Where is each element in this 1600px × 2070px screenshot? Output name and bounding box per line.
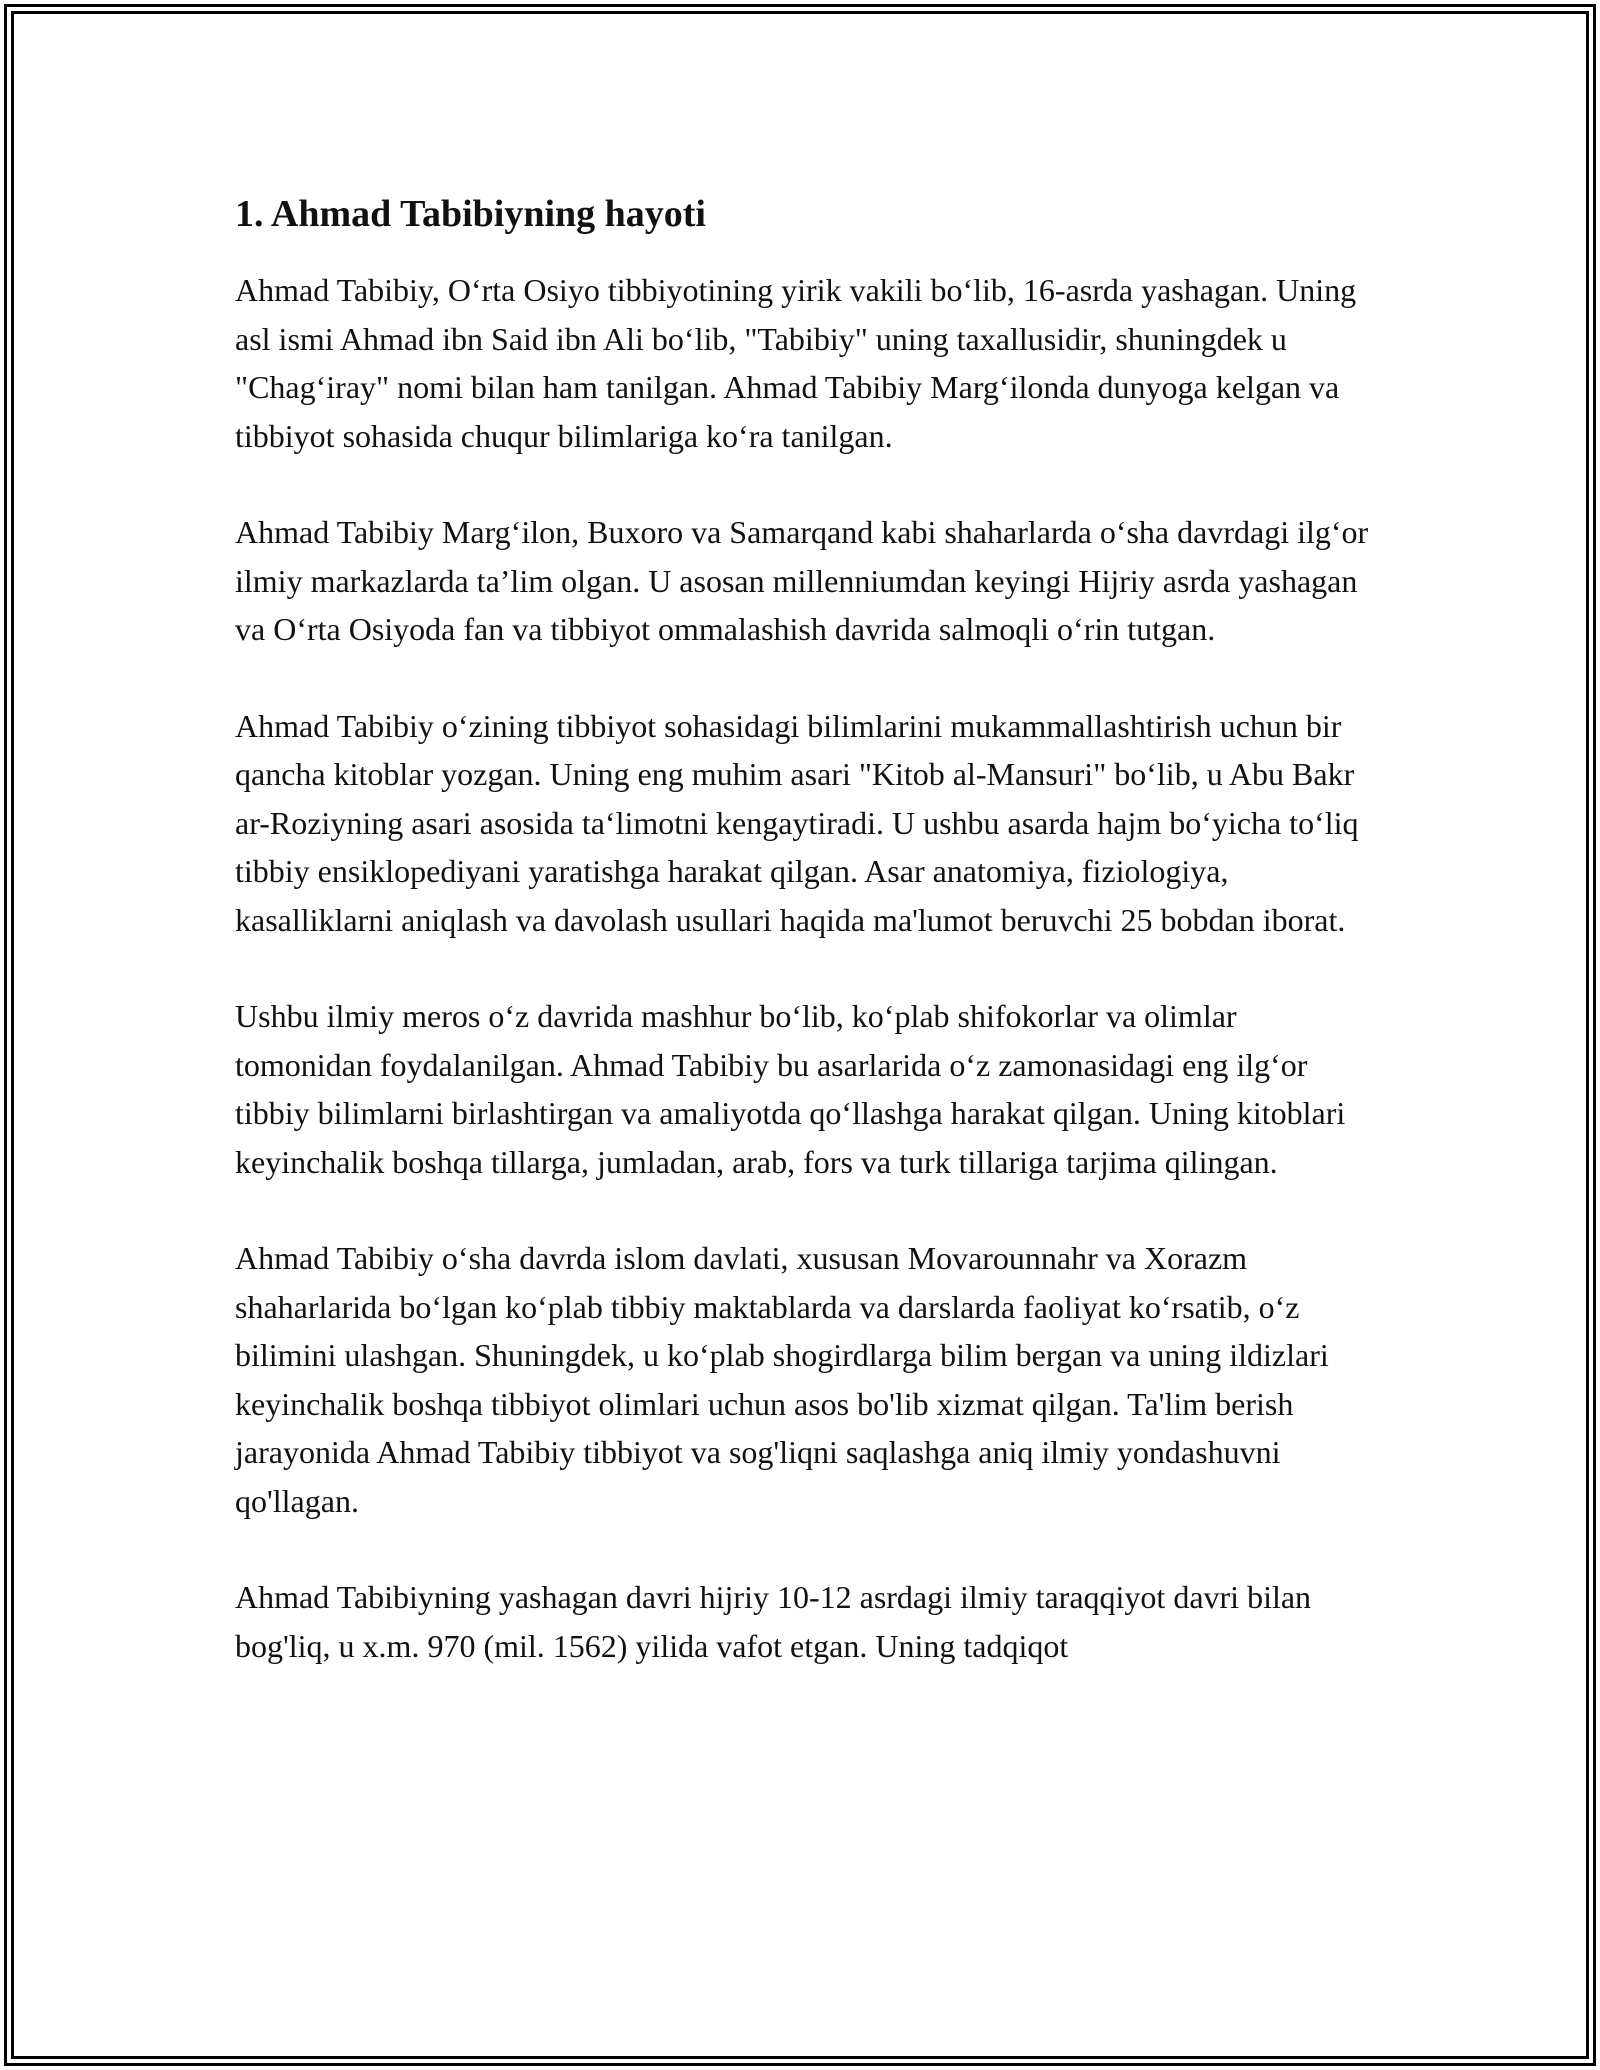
paragraph-3: Ahmad Tabibiy o‘zining tibbiyot sohasidagi bilimlarini mukammallashtirish uchun bir qancha kitoblar yozgan. Uning eng muhim asari "Kitob al-Mansuri" bo‘lib, u Abu Bakr ar-Roziyning asari asosida ta‘limotni kengaytiradi. U ushbu asarda hajm bo‘yicha to‘liq tibbiy ensiklopediyani yaratishga harakat qilgan. Asar anatomiya, fiziologiya, kasalliklarni aniqlash va davolash usullari haqida ma'lumot beruvchi 25 bobdan iborat. [235, 707, 1359, 938]
paragraph-6: Ahmad Tabibiyning yashagan davri hijriy 10-12 asrdagi ilmiy taraqqiyot davri bilan bog'liq, u x.m. 970 (mil. 1562) yilida vafot etgan. Uning tadqiqot [235, 1579, 1312, 1664]
paragraph-1: Ahmad Tabibiy, O‘rta Osiyo tibbiyotining yirik vakili bo‘lib, 16-asrda yashagan. Uning asl ismi Ahmad ibn Said ibn Ali bo‘lib, "Tabibiy" uning taxallusidir, shuningdek u "Chag‘iray" nomi bilan ham tanilgan. Ahmad Tabibiy Marg‘ilonda dunyoga kelgan va tibbiyot sohasida chuqur bilimlariga ko‘ra tanilgan. [235, 272, 1357, 454]
paragraph-4: Ushbu ilmiy meros o‘z davrida mashhur bo‘lib, ko‘plab shifokorlar va olimlar tomonidan foydalanilgan. Ahmad Tabibiy bu asarlarida o‘z zamonasidagi eng ilg‘or tibbiy bilimlarni birlashtirgan va amaliyotda qo‘llashga harakat qilgan. Uning kitoblari keyinchalik boshqa tillarga, jumladan, arab, fors va turk tillariga tarjima qilingan. [235, 998, 1346, 1180]
document-body [235, 186, 1370, 1718]
paragraph-5: Ahmad Tabibiy o‘sha davrda islom davlati, xususan Movarounnahr va Xorazm shaharlarida bo‘lgan ko‘plab tibbiy maktablarda va darslarda faoliyat ko‘rsatib, o‘z bilimini ulashgan. Shuningdek, u ko‘plab shogirdlarga bilim bergan va uning ildizlari keyinchalik boshqa tibbiyot olimlari uchun asos bo'lib xizmat qilgan. Ta'lim berish jarayonida Ahmad Tabibiy tibbiyot va sog'liqni saqlashga aniq ilmiy yondashuvni qo'llagan. [235, 1240, 1329, 1519]
section-heading: 1. Ahmad Tabibiyning hayoti [235, 193, 706, 235]
paragraph-2: Ahmad Tabibiy Marg‘ilon, Buxoro va Samarqand kabi shaharlarda o‘sha davrdagi ilg‘or ilmiy markazlarda ta’lim olgan. U asosan millenniumdan keyingi Hijriy asrda yashagan va O‘rta Osiyoda fan va tibbiyot ommalashish davrida salmoqli o‘rin tutgan. [235, 514, 1369, 647]
